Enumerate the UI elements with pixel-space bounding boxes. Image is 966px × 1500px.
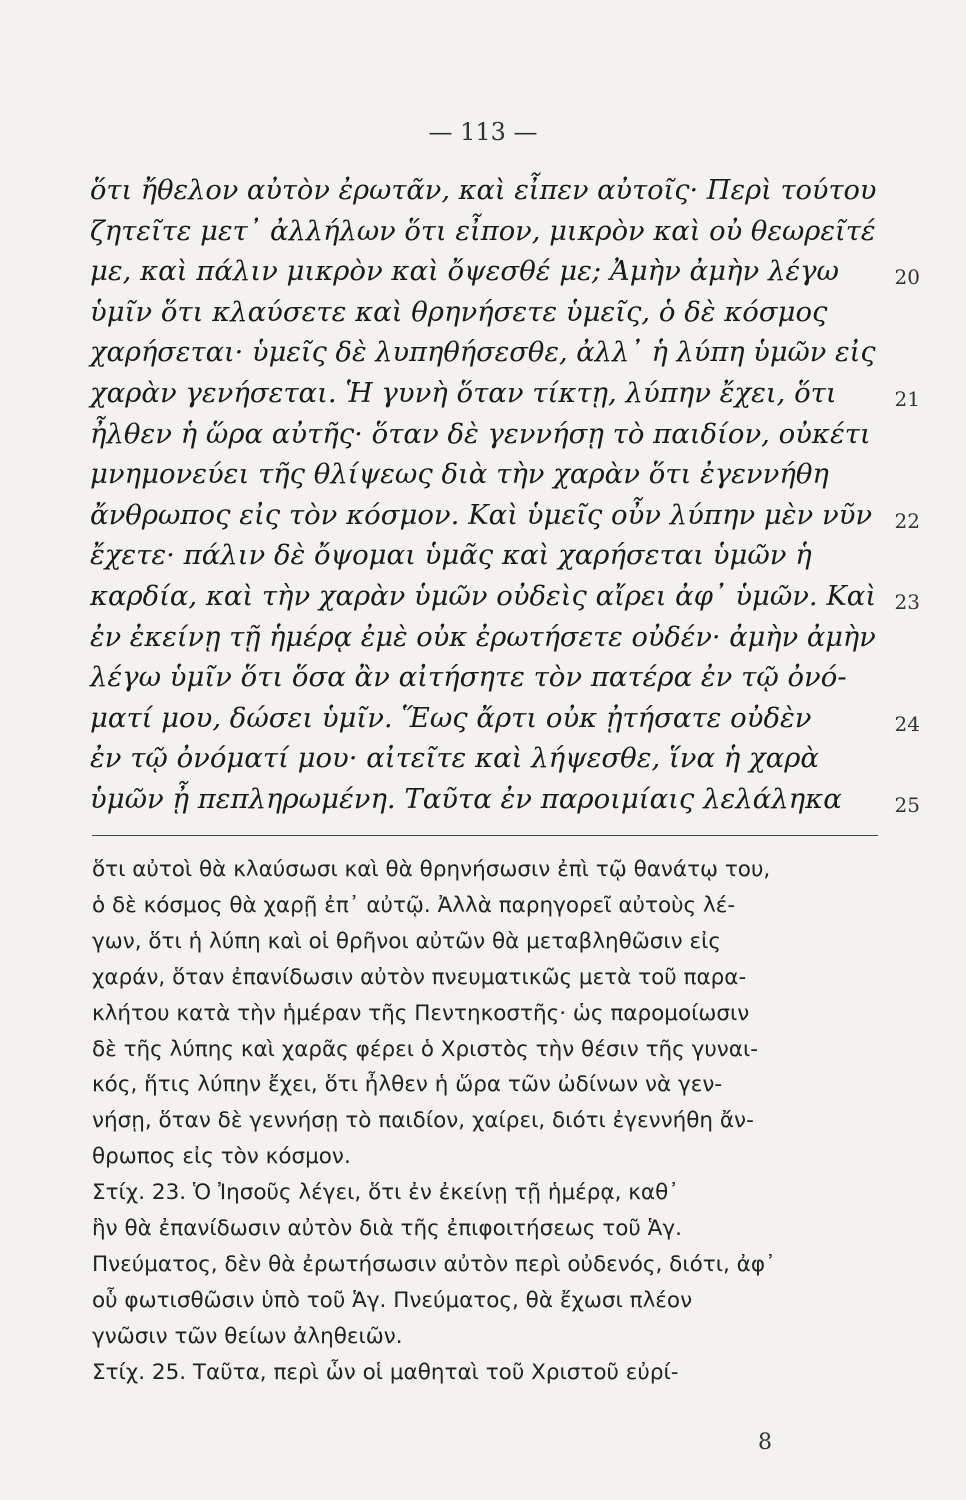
text-line bbox=[90, 373, 920, 414]
line-text: χαρὰν γενήσεται. Ἡ γυνὴ ὅταν τίκτῃ, λύπην ἔχει, ὅτι bbox=[90, 376, 837, 409]
text-line bbox=[90, 738, 880, 779]
commentary-text bbox=[92, 852, 878, 1391]
line-text: ζητεῖτε μετ᾽ ἀλλήλων ὅτι εἶπον, μικρὸν καὶ οὐ θεωρεῖτέ bbox=[90, 214, 876, 247]
text-line bbox=[90, 332, 880, 373]
line-text: ἐν ἐκείνῃ τῇ ἡμέρᾳ ἐμὲ οὐκ ἐρωτήσετε οὐδέν· ἀμὴν ἀμὴν bbox=[90, 620, 876, 653]
text-line bbox=[90, 211, 880, 252]
commentary-line: χαράν, ὅταν ἐπανίδωσιν αὐτὸν πνευματικῶς μετὰ τοῦ παρα- bbox=[92, 964, 747, 990]
commentary-line: νήσῃ, ὅταν δὲ γεννήσῃ τὸ παιδίον, χαίρει, διότι ἐγεννήθη ἄν- bbox=[92, 1108, 754, 1134]
commentary-line: θρωπος εἰς τὸν κόσμον. bbox=[92, 1144, 351, 1170]
line-text: ἔχετε· πάλιν δὲ ὄψομαι ὑμᾶς καὶ χαρήσεται ὑμῶν ἡ bbox=[90, 539, 812, 572]
commentary-line: δὲ τῆς λύπης καὶ χαρᾶς φέρει ὁ Χριστὸς τὴν θέσιν τῆς γυναι- bbox=[92, 1036, 758, 1062]
page-number: — 113 — bbox=[428, 118, 538, 146]
text-line bbox=[90, 779, 920, 820]
text-line bbox=[90, 170, 880, 211]
verse-number: 23 bbox=[894, 589, 920, 614]
text-line bbox=[90, 251, 920, 292]
line-text: χαρήσεται· ὑμεῖς δὲ λυπηθήσεσθε, ἀλλ᾽ ἡ λύπη ὑμῶν εἰς bbox=[90, 336, 876, 369]
text-line bbox=[90, 454, 880, 495]
commentary-line: Στίχ. 25. Ταῦτα, περὶ ὧν οἱ μαθηταὶ τοῦ Χριστοῦ εὐρί- bbox=[92, 1359, 679, 1385]
line-text: ὑμῶν ᾖ πεπληρωμένη. Ταῦτα ἐν παροιμίαις λελάληκα bbox=[90, 782, 842, 815]
commentary-line: κός, ἥτις λύπην ἔχει, ὅτι ἦλθεν ἡ ὥρα τῶν ὠδίνων νὰ γεν- bbox=[92, 1072, 723, 1098]
commentary-line: Στίχ. 23. Ὁ Ἰησοῦς λέγει, ὅτι ἐν ἐκείνῃ τῇ ἡμέρᾳ, καθ᾽ bbox=[92, 1180, 679, 1206]
verse-number: 22 bbox=[894, 508, 920, 533]
text-line bbox=[90, 292, 880, 333]
text-line bbox=[90, 495, 920, 536]
main-text bbox=[90, 170, 920, 820]
line-text: με, καὶ πάλιν μικρὸν καὶ ὄψεσθέ με; Ἀμὴν ἀμὴν λέγω bbox=[90, 255, 839, 288]
commentary-line: ὅτι αὐτοὶ θὰ κλαύσωσι καὶ θὰ θρηνήσωσιν ἐπὶ τῷ θανάτῳ του, bbox=[92, 857, 771, 882]
printer-signature: 8 bbox=[758, 1430, 772, 1455]
text-line bbox=[90, 535, 880, 576]
footnote-rule bbox=[92, 835, 878, 836]
verse-number: 21 bbox=[894, 386, 920, 411]
verse-number: 20 bbox=[894, 265, 920, 290]
line-text: ὅτι ἤθελον αὐτὸν ἐρωτᾶν, καὶ εἶπεν αὐτοῖς· Περὶ τούτου bbox=[90, 174, 877, 206]
commentary-line: Πνεύματος, δὲν θὰ ἐρωτήσωσιν αὐτὸν περὶ οὐδενός, διότι, ἀφ᾽ bbox=[92, 1251, 776, 1277]
commentary-line: ὁ δὲ κόσμος θὰ χαρῇ ἐπ᾽ αὐτῷ. Ἀλλὰ παρηγορεῖ αὐτοὺς λέ- bbox=[92, 892, 736, 918]
text-line bbox=[90, 576, 920, 617]
line-text: ἐν τῷ ὀνόματί μου· αἰτεῖτε καὶ λήψεσθε, ἵνα ἡ χαρὰ bbox=[90, 742, 819, 775]
line-text: ἦλθεν ἡ ὥρα αὐτῆς· ὅταν δὲ γεννήσῃ τὸ παιδίον, οὐκέτι bbox=[90, 417, 871, 450]
commentary-line: κλήτου κατὰ τὴν ἡμέραν τῆς Πεντηκοστῆς· ὡς παρομοίωσιν bbox=[92, 1000, 750, 1026]
commentary-line: γων, ὅτι ἡ λύπη καὶ οἱ θρῆνοι αὐτῶν θὰ μεταβληθῶσιν εἰς bbox=[92, 928, 722, 954]
commentary-line: οὗ φωτισθῶσιν ὑπὸ τοῦ Ἁγ. Πνεύματος, θὰ ἔχωσι πλέον bbox=[92, 1287, 693, 1313]
line-text: λέγω ὑμῖν ὅτι ὅσα ἂν αἰτήσητε τὸν πατέρα ἐν τῷ ὀνό- bbox=[90, 661, 847, 694]
line-text: ἄνθρωπος εἰς τὸν κόσμον. Καὶ ὑμεῖς οὖν λύπην μὲν νῦν bbox=[90, 498, 873, 531]
commentary-line: γνῶσιν τῶν θείων ἀληθειῶν. bbox=[92, 1323, 403, 1349]
text-line bbox=[90, 414, 880, 455]
line-text: μνημονεύει τῆς θλίψεως διὰ τὴν χαρὰν ὅτι ἐγεννήθη bbox=[90, 458, 829, 491]
text-line bbox=[90, 617, 880, 658]
text-line bbox=[90, 698, 920, 739]
verse-number: 25 bbox=[894, 792, 920, 817]
verse-number: 24 bbox=[894, 711, 920, 736]
line-text: ματί μου, δώσει ὑμῖν. Ἕως ἄρτι οὐκ ᾐτήσατε οὐδὲν bbox=[90, 701, 812, 734]
commentary-line: ἣν θὰ ἐπανίδωσιν αὐτὸν διὰ τῆς ἐπιφοιτήσεως τοῦ Ἁγ. bbox=[92, 1216, 682, 1242]
line-text: ὑμῖν ὅτι κλαύσετε καὶ θρηνήσετε ὑμεῖς, ὁ δὲ κόσμος bbox=[90, 295, 828, 328]
line-text: καρδία, καὶ τὴν χαρὰν ὑμῶν οὐδεὶς αἴρει ἀφ᾽ ὑμῶν. Καὶ bbox=[90, 579, 877, 612]
text-line bbox=[90, 657, 880, 698]
